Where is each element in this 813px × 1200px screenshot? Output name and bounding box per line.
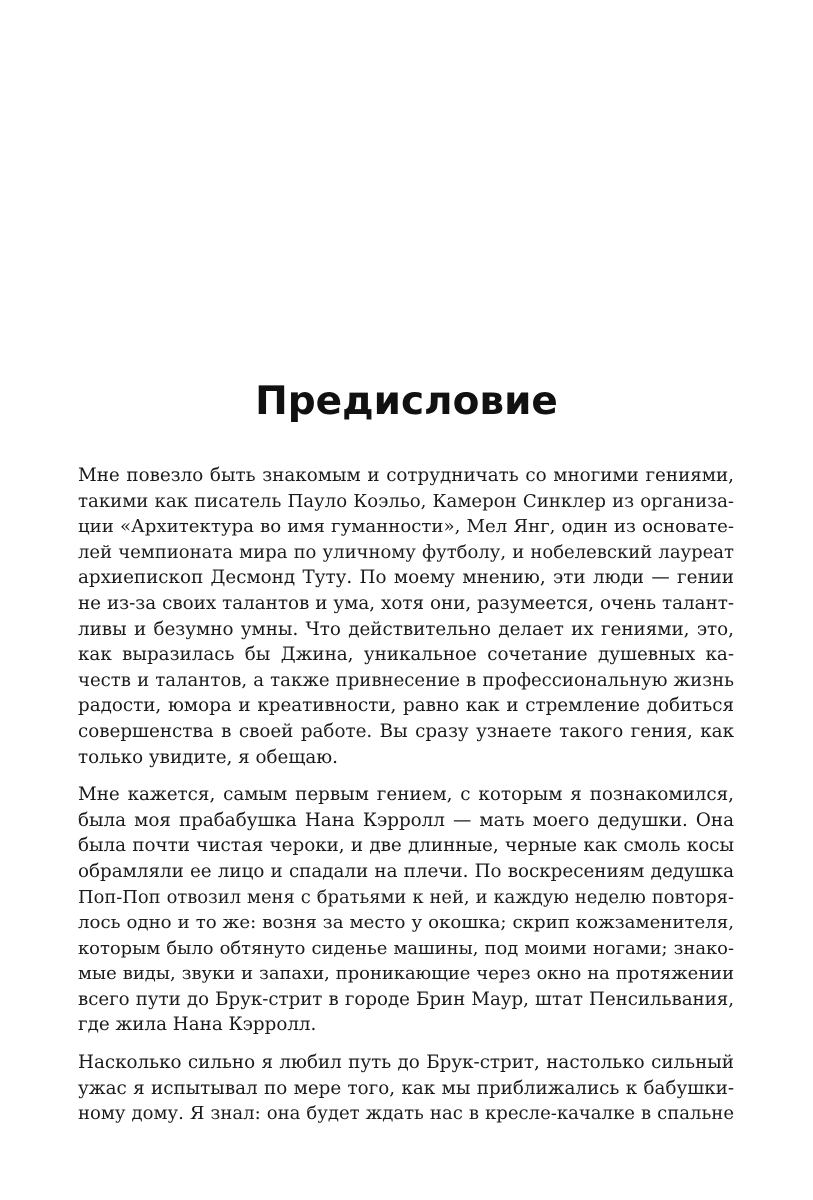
chapter-title: Предисловие bbox=[255, 379, 558, 424]
paragraph-3 bbox=[78, 1050, 734, 1127]
text-line: всего пути до Брук-стрит в городе Брин Маур, штат Пенсильвания, bbox=[78, 988, 734, 1010]
text-line: Насколько сильно я любил путь до Брук-стрит, настолько сильный bbox=[78, 1052, 734, 1074]
text-line: совершенства в своей работе. Вы сразу узнаете такого гения, как bbox=[78, 720, 734, 742]
text-line: лей чемпионата мира по уличному футболу, и нобелевский лауреат bbox=[78, 541, 734, 563]
paragraph-1 bbox=[78, 463, 734, 770]
text-line: ужас я испытывал по мере того, как мы приближались к бабушки- bbox=[78, 1077, 734, 1099]
text-line: ливы и безумно умны. Что действительно делает их гениями, это, bbox=[78, 618, 734, 640]
paragraph-2 bbox=[78, 782, 734, 1038]
body-text bbox=[78, 463, 734, 1139]
text-line: ному дому. Я знал: она будет ждать нас в кресле-качалке в спальне bbox=[78, 1103, 734, 1125]
text-line: мые виды, звуки и запахи, проникающие через окно на протяжении bbox=[78, 963, 734, 985]
text-line: была почти чистая чероки, и две длинные, черные как смоль косы bbox=[78, 835, 734, 857]
text-line: честв и талантов, а также привнесение в профессиональную жизнь bbox=[78, 669, 734, 691]
text-line: обрамляли ее лицо и спадали на плечи. По воскресениям дедушка bbox=[78, 860, 734, 882]
text-line: была моя прабабушка Нана Кэрролл — мать моего дедушки. Она bbox=[78, 809, 734, 831]
text-line: радости, юмора и креативности, равно как и стремление добиться bbox=[78, 695, 734, 717]
text-line: лось одно и то же: возня за место у окошка; скрип кожзаменителя, bbox=[78, 912, 734, 934]
text-line: не из-за своих талантов и ума, хотя они, разумеется, очень талант- bbox=[78, 592, 734, 614]
text-line: только увидите, я обещаю. bbox=[78, 746, 338, 768]
text-line: ции «Архитектура во имя гуманности», Мел Янг, один из основате- bbox=[78, 516, 734, 538]
text-line: где жила Нана Кэрролл. bbox=[78, 1014, 317, 1036]
text-line: Поп-Поп отвозил меня с братьями к ней, и каждую неделю повторя- bbox=[78, 886, 734, 908]
text-line: архиепископ Десмонд Туту. По моему мнению, эти люди — гении bbox=[78, 567, 734, 589]
text-line: такими как писатель Пауло Коэльо, Камерон Синклер из организа- bbox=[78, 490, 734, 512]
text-line: которым было обтянуто сиденье машины, под моими ногами; знако- bbox=[78, 937, 734, 959]
text-line: как выразилась бы Джина, уникальное сочетание душевных ка- bbox=[78, 644, 734, 666]
text-line: Мне повезло быть знакомым и сотрудничать со многими гениями, bbox=[78, 465, 734, 486]
text-line: Мне кажется, самым первым гением, с которым я познакомился, bbox=[78, 784, 734, 806]
